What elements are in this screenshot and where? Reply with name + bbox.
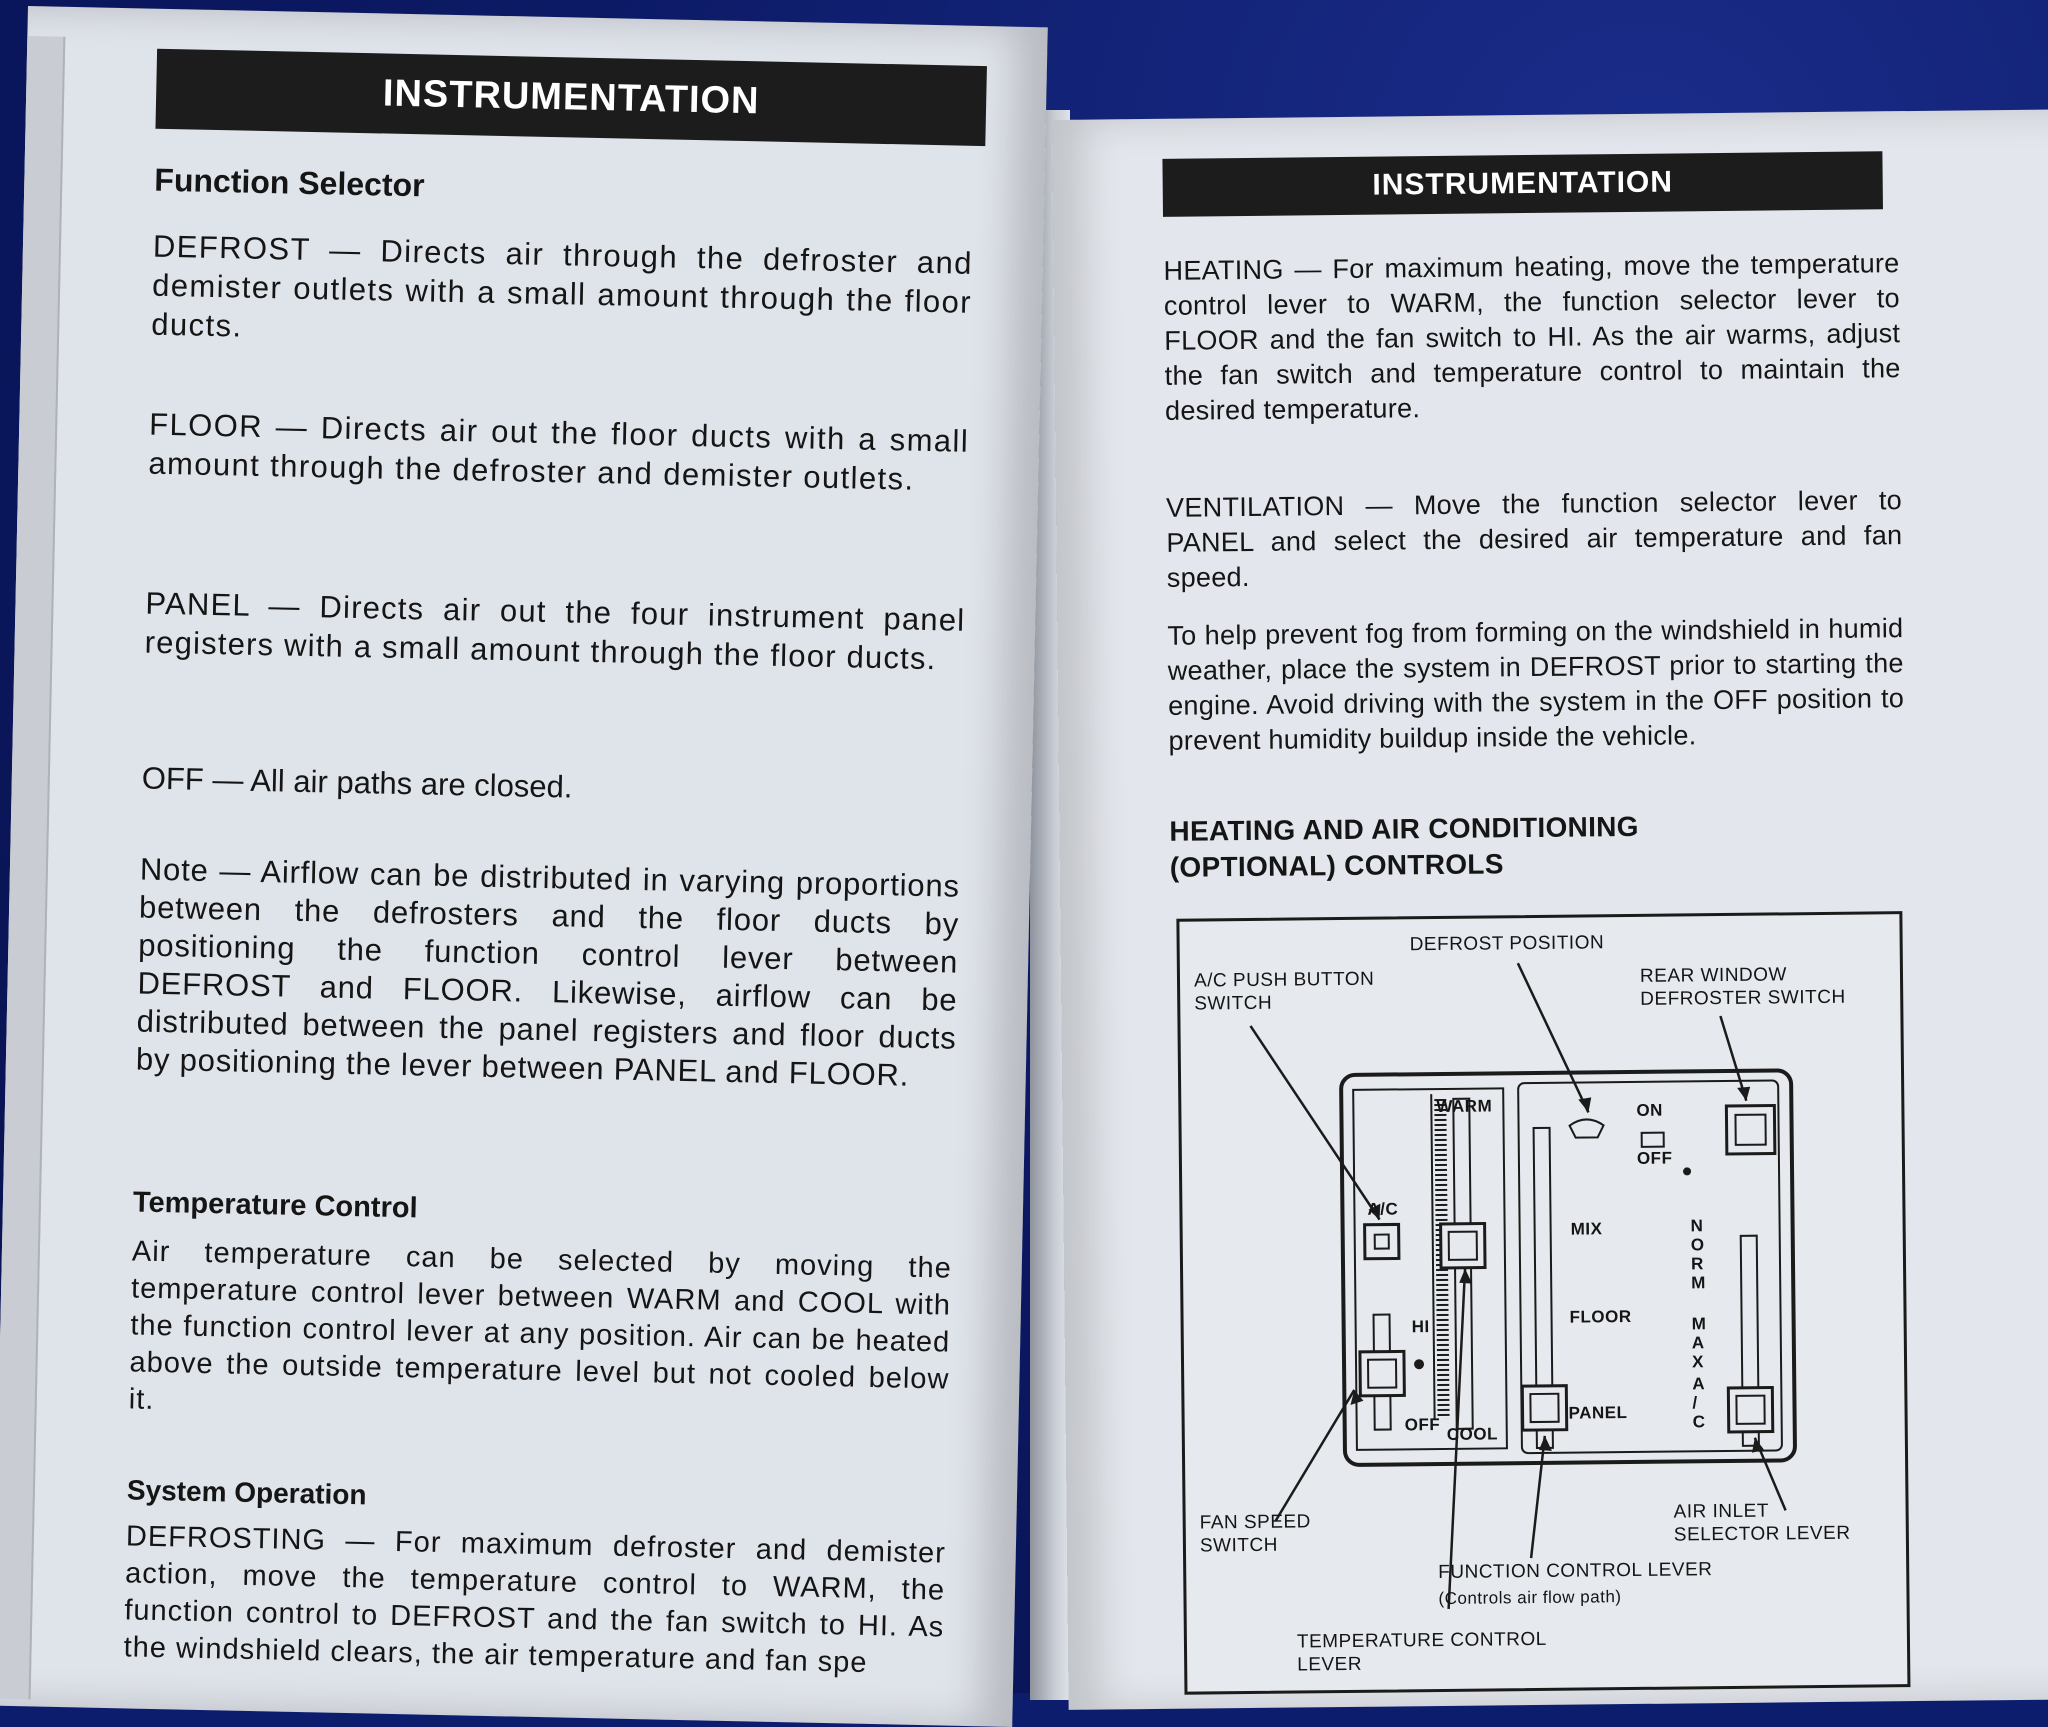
label-fan-speed-2: SWITCH [1199,1534,1278,1557]
label-rear-window: REAR WINDOW [1639,964,1788,987]
label-function-control-sub: (Controls air flow path) [1438,1587,1622,1609]
temperature-control-heading: Temperature Control [132,1186,418,1225]
section-heading-line-1: HEATING AND AIR CONDITIONING [1169,810,1639,847]
controls-diagram [1176,911,1910,1695]
label-ac-push-button-2: SWITCH [1194,992,1273,1015]
panel-paragraph: PANEL — Directs air out the four instrument panel registers with a small amount through the floor ducts. [144,585,966,677]
label-off-rear: OFF [1636,1148,1673,1168]
fog-paragraph: To help prevent fog from forming on the windshield in humid weather, place the system in DEFROST prior to starting the engine. Avoid driving with the system in the OFF position to prevent humidity buildup inside the vehicle. [1167,613,1905,756]
label-defrost-position: DEFROST POSITION [1409,932,1605,956]
temperature-control-paragraph: Air temperature can be selected by moving the temperature control lever between WARM and COOL with the function control lever at any position. Air can be heated above the outside temperature level but not cooled below it. [128,1235,953,1416]
ventilation-paragraph: VENTILATION — Move the function selector lever to PANEL and select the desired air temperature and fan speed. [1165,485,1903,593]
label-warm: WARM [1436,1096,1493,1117]
label-max: MAX [1691,1314,1707,1372]
label-mix: MIX [1570,1219,1603,1239]
label-rear-window-2: DEFROSTER SWITCH [1640,986,1846,1010]
label-function-control: FUNCTION CONTROL LEVER [1438,1559,1713,1584]
right-page-banner: INSTRUMENTATION [1162,151,1883,217]
label-temperature-control-2: LEVER [1297,1653,1363,1676]
label-panel: PANEL [1568,1403,1628,1423]
label-ac: A/C [1367,1199,1399,1219]
note-paragraph: Note — Airflow can be distributed in varying proportions between the defrosters and the floor ducts by positioning the function control lever between DEFROST and FLOOR. Likewise, airflow can be distributed between the panel registers and floor ducts by positioning the lever between PANEL and FLOOR. [135,851,961,1093]
label-air-inlet: AIR INLET [1673,1500,1770,1523]
label-norm: NORM [1690,1216,1706,1293]
defrosting-paragraph: DEFROSTING — For maximum defroster and demister action, move the temperature control to WARM, the function control to DEFROST and the fan switch to HI. As the windshield clears, the air temperature and fan spe [123,1520,947,1679]
left-page-banner: INSTRUMENTATION [155,49,986,146]
off-paragraph: OFF — All air paths are closed. [141,760,573,805]
label-ac-vertical: A/C [1692,1374,1706,1432]
label-hi: HI [1411,1317,1430,1337]
label-floor: FLOOR [1569,1306,1632,1327]
label-off-fan: OFF [1404,1415,1441,1435]
label-on: ON [1636,1100,1664,1120]
function-selector-heading: Function Selector [154,161,425,204]
section-heading-line-2: (OPTIONAL) CONTROLS [1169,848,1504,883]
defrost-paragraph: DEFROST — Directs air through the defroster and demister outlets with a small amount through the floor ducts. [150,228,974,344]
system-operation-heading: System Operation [126,1474,367,1511]
right-page [1052,109,2048,1709]
label-ac-push-button: A/C PUSH BUTTON [1193,968,1375,992]
floor-paragraph: FLOOR — Directs air out the floor ducts with a small amount through the defroster and demister outlets. [148,406,970,497]
label-fan-speed: FAN SPEED [1199,1511,1311,1534]
left-page [0,6,1048,1727]
label-cool: COOL [1446,1424,1498,1444]
heating-paragraph: HEATING — For maximum heating, move the temperature control lever to WARM, the function selector lever to FLOOR and the fan switch to HI. As the air warms, adjust the fan switch and temperature control to maintain the desired temperature. [1163,248,1901,426]
label-air-inlet-2: SELECTOR LEVER [1673,1522,1851,1546]
label-temperature-control: TEMPERATURE CONTROL [1296,1628,1547,1653]
